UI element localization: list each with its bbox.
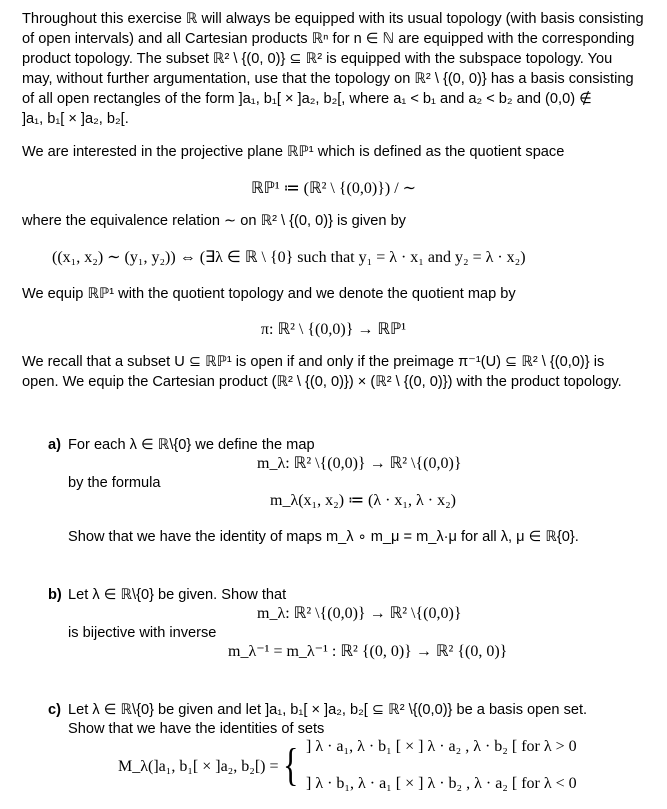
- part-c-lhs-equation: M_λ(]a₁, b₁[ × ]a₂, b₂[) =: [118, 758, 279, 775]
- quotient-map-equation: π: ℝ² \ {(0,0)} → ℝℙ¹: [260, 321, 407, 338]
- part-a-map-equation: m_λ: ℝ² \{(0,0)} → ℝ² \{(0,0)}: [257, 455, 462, 472]
- part-b-line-2: is bijective with inverse: [68, 625, 217, 641]
- intro-line-4: may, without further argumentation, use that the topology on ℝ² \ {(0, 0)} has a basis consisting: [22, 71, 634, 87]
- part-c-case-positive: ] λ · a₁, λ · b₁ [ × ] λ · a₂ , λ · b₂ [ for λ > 0: [306, 738, 577, 755]
- projective-plane-sentence: We are interested in the projective plane ℝℙ¹ which is defined as the quotient space: [22, 144, 565, 160]
- part-b-line-1: Let λ ∈ ℝ\{0} be given. Show that: [68, 587, 287, 603]
- intro-line-1: Throughout this exercise ℝ will always be equipped with its usual topology (with basis consisting: [22, 11, 644, 27]
- part-c-case-brace: {: [283, 739, 299, 790]
- part-c-line-2: Show that we have the identities of sets: [68, 721, 325, 737]
- part-c-line-1: Let λ ∈ ℝ\{0} be given and let ]a₁, b₁[ × ]a₂, b₂[ ⊆ ℝ² \{(0,0)} be a basis open set.: [68, 702, 588, 718]
- intro-line-5: of all open rectangles of the form ]a₁, b₁[ × ]a₂, b₂[, where a₁ < b₁ and a₂ < b₂ and (0,0) ∉: [22, 91, 592, 107]
- intro-line-2: of open intervals) and all Cartesian products ℝⁿ for n ∈ ℕ are equipped with the corresponding: [22, 31, 635, 47]
- part-c-label: c): [48, 702, 61, 718]
- equivalence-relation-equation: ((x₁, x₂) ∼ (y₁, y₂)) ⇔ (∃λ ∈ ℝ \ {0} such that y₁ = λ · x₁ and y₂ = λ · x₂): [52, 249, 526, 266]
- part-a-label: a): [48, 437, 61, 453]
- part-a-line-1: For each λ ∈ ℝ\{0} we define the map: [68, 437, 315, 453]
- open-subset-line-2: open. We equip the Cartesian product (ℝ² \ {(0, 0)}) × (ℝ² \ {(0, 0)}) with the product topology.: [22, 374, 622, 390]
- part-c-case-negative: ] λ · b₁, λ · a₁ [ × ] λ · b₂ , λ · a₂ [ for λ < 0: [306, 775, 577, 792]
- open-subset-line-1: We recall that a subset U ⊆ ℝℙ¹ is open if and only if the preimage π⁻¹(U) ⊆ ℝ² \ {(0,0)} is: [22, 354, 605, 370]
- part-b-inverse-equation: m_λ⁻¹ = m_λ⁻¹ : ℝ² {(0, 0)} → ℝ² {(0, 0)}: [228, 643, 508, 660]
- part-a-formula-equation: m_λ(x₁, x₂) ≔ (λ · x₁, λ · x₂): [270, 492, 456, 509]
- intro-line-3: product topology. The subset ℝ² \ {(0, 0)} ⊆ ℝ² is equipped with the subspace topology. You: [22, 51, 613, 67]
- part-b-label: b): [48, 587, 62, 603]
- part-a-line-3: Show that we have the identity of maps m_λ ∘ m_μ = m_λ·μ for all λ, μ ∈ ℝ{0}.: [68, 529, 579, 545]
- part-b-map-equation: m_λ: ℝ² \{(0,0)} → ℝ² \{(0,0)}: [257, 605, 462, 622]
- part-a-line-2: by the formula: [68, 475, 161, 491]
- quotient-topology-sentence: We equip ℝℙ¹ with the quotient topology and we denote the quotient map by: [22, 286, 516, 302]
- equivalence-relation-sentence: where the equivalence relation ∼ on ℝ² \ {(0, 0)} is given by: [22, 213, 406, 229]
- rp1-definition-equation: ℝℙ¹ ≔ (ℝ² \ {(0,0)}) / ∼: [250, 180, 417, 197]
- intro-line-6: ]a₁, b₁[ × ]a₂, b₂[.: [22, 111, 129, 127]
